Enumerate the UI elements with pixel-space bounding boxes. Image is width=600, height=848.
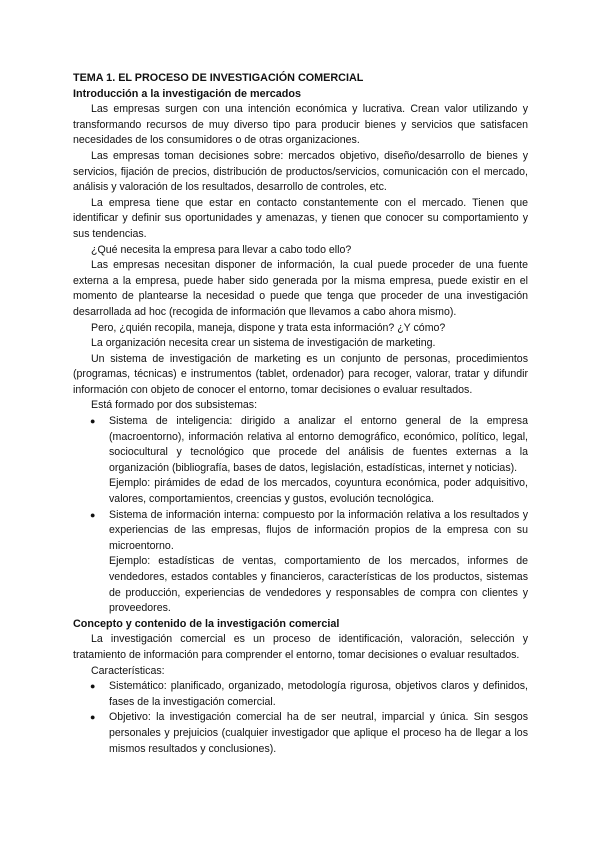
list-item-text: Sistemático: planificado, organizado, metodología rigurosa, objetivos claros y definidos, fases de la investigación comercial. <box>109 680 528 708</box>
subsystems-list <box>73 414 528 617</box>
characteristics-list <box>73 679 528 757</box>
paragraph: La investigación comercial es un proceso de identificación, valoración, selección y tratamiento de información para comprender el entorno, tomar decisiones o evaluar resultados. <box>73 633 528 661</box>
paragraph: La empresa tiene que estar en contacto constantemente con el mercado. Tienen que identificar y definir sus oportunidades y amenazas, y tienen que conocer su comportamiento y sus tendencias. <box>73 196 528 240</box>
document-title: TEMA 1. EL PROCESO DE INVESTIGACIÓN COMERCIAL <box>73 72 364 84</box>
paragraph: La organización necesita crear un sistema de investigación de marketing. <box>91 337 436 350</box>
paragraph: Las empresas toman decisiones sobre: mercados objetivo, diseño/desarrollo de bienes y servicios, fijación de precios, distribución de productos/servicios, comunicación con el mercado, análisis y valoración de los resultados, desarrollo de controles, etc. <box>73 149 528 194</box>
paragraph: Características: <box>91 664 165 677</box>
bullet-icon: ● <box>90 681 96 692</box>
list-item-example: Ejemplo: pirámides de edad de los mercados, coyuntura económica, poder adquisitivo, valores, comportamientos, creencias y gustos, evolución tecnológica. <box>109 477 528 506</box>
list-item-text: Sistema de inteligencia: dirigido a analizar el entorno general de la empresa (macroentorno), información relativa al entorno demográfico, económico, político, legal, sociocultural y tecnológico que procede del análisis de fuentes externas a la organización (bibliografía, bases de datos, legislación, estadísticas, internet y noticias). <box>109 415 528 474</box>
list-item <box>73 508 528 617</box>
list-item <box>73 710 528 757</box>
list-item <box>73 679 528 710</box>
bullet-icon: ● <box>90 509 96 520</box>
paragraph: Pero, ¿quién recopila, maneja, dispone y trata esta información? ¿Y cómo? <box>91 321 446 334</box>
bullet-icon: ● <box>90 712 96 723</box>
document-page <box>73 71 528 757</box>
list-item <box>73 414 528 508</box>
paragraph: Está formado por dos subsistemas: <box>91 399 258 412</box>
list-item-text: Objetivo: la investigación comercial ha de ser neutral, imparcial y única. Sin sesgos personales y prejuicios (cualquier investigador que aplique el proceso ha de llegar a los mismos resultados y conclusiones). <box>109 711 528 755</box>
paragraph: ¿Qué necesita la empresa para llevar a cabo todo ello? <box>91 243 352 256</box>
section-heading-intro: Introducción a la investigación de mercados <box>73 87 301 100</box>
list-item-text: Sistema de información interna: compuesto por la información relativa a los resultados y experiencias de las empresas, flujos de información propios de la empresa con su microentorno. <box>109 508 528 552</box>
list-item-example: Ejemplo: estadísticas de ventas, comportamiento de los mercados, informes de vendedores, estados contables y financieros, características de los productos, sistemas de producción, experiencias de vendedores y responsables de compra con clientes y proveedores. <box>109 555 528 615</box>
paragraph: Un sistema de investigación de marketing es un conjunto de personas, procedimientos (programas, técnicas) e instrumentos (tablet, ordenador) para recoger, valorar, tratar y difundir información con objeto de conocer el entorno, tomar decisiones o evaluar resultados. <box>73 352 528 396</box>
section-heading-concept: Concepto y contenido de la investigación comercial <box>73 617 340 630</box>
paragraph: Las empresas necesitan disponer de información, la cual puede proceder de una fuente externa a la empresa, puede haber sido generada por la misma empresa, puede existir en el momento de plantearse la necesidad o puede que tenga que proceder de una investigación desarrollada ad hoc (recogida de información que llevamos a cabo ahora mismo). <box>73 259 528 318</box>
paragraph: Las empresas surgen con una intención económica y lucrativa. Crean valor utilizando y transformando recursos de muy diverso tipo para producir bienes y servicios que satisfacen necesidades de los consumidores o de otras organizaciones. <box>73 103 528 147</box>
bullet-icon: ● <box>90 416 96 427</box>
